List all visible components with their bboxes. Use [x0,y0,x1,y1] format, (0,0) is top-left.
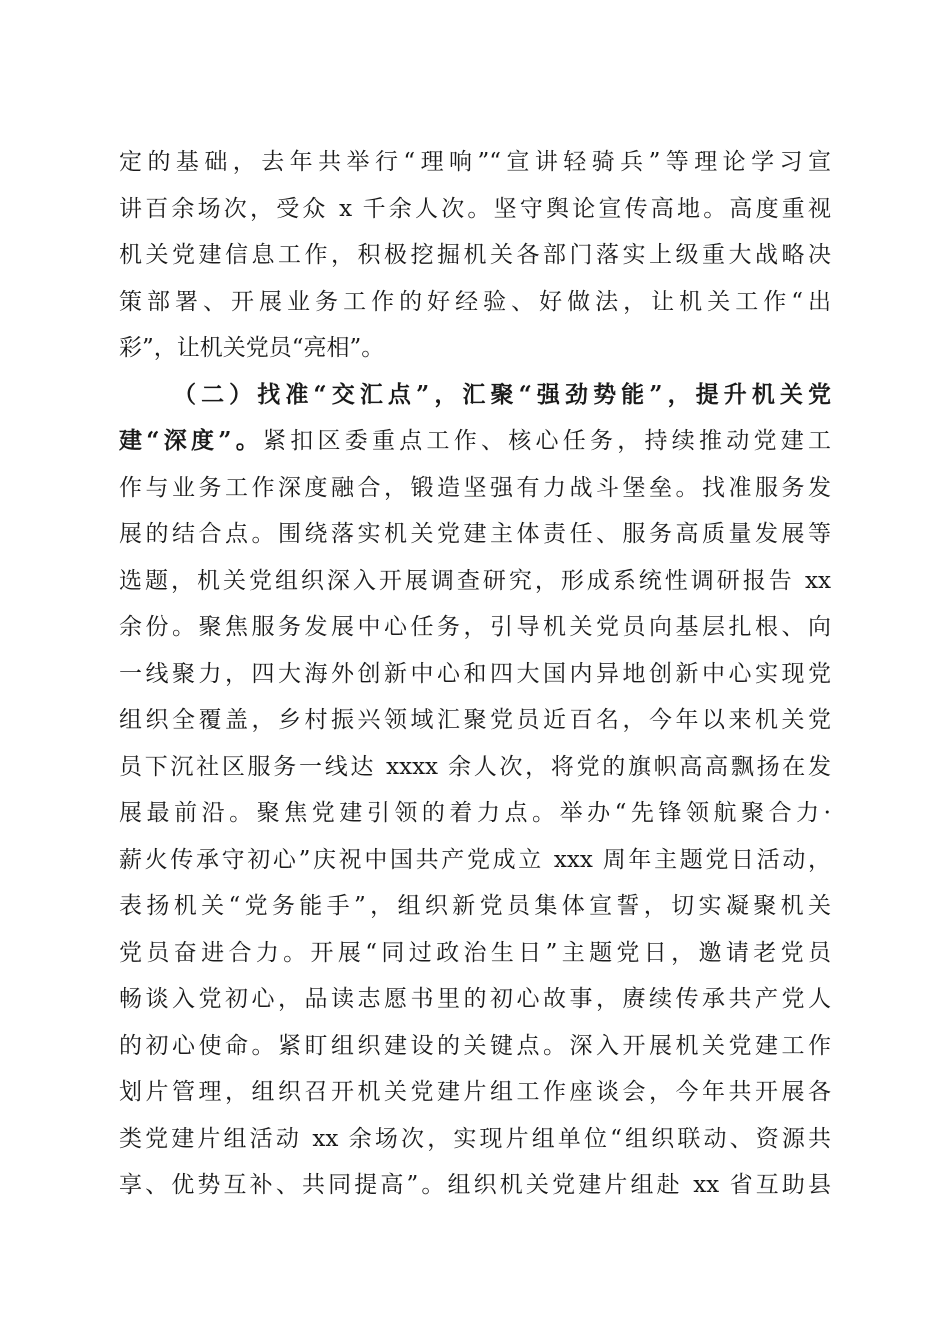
paragraph-line: 作与业务工作深度融合，锻造坚强有力战斗堡垒。找准服务发 [119,475,831,501]
paragraph-text: 紧扣区委重点工作、核心任务，持续推动党建工 [262,428,831,454]
paragraph-line: 一线聚力，四大海外创新中心和四大国内异地创新中心实现党 [119,661,831,687]
paragraph-line: 类党建片组活动 xx 余场次，实现片组单位“组织联动、资源共 [119,1126,831,1152]
paragraph-line: 员下沉社区服务一线达 xxxx 余人次，将党的旗帜高高飘扬在发 [119,754,831,780]
paragraph-line: 彩”，让机关党员“亮相”。 [119,335,385,361]
paragraph-line: 选题，机关党组织深入开展调查研究，形成系统性调研报告 xx [119,568,831,594]
paragraph-line: 表扬机关“党务能手”，组织新党员集体宣誓，切实凝聚机关 [119,893,831,919]
paragraph-line: 组织全覆盖，乡村振兴领域汇聚党员近百名，今年以来机关党 [119,707,831,733]
paragraph-line: 享、优势互补、共同提高”。组织机关党建片组赴 xx 省互助县 [119,1172,831,1198]
paragraph-line [119,426,831,456]
paragraph-line: 定的基础，去年共举行“理响”“宣讲轻骑兵”等理论学习宣 [119,149,831,175]
paragraph-line: 讲百余场次，受众 x 千余人次。坚守舆论宣传高地。高度重视 [119,196,831,222]
paragraph-line: 的初心使命。紧盯组织建设的关键点。深入开展机关党建工作 [119,1033,831,1059]
paragraph-line: 划片管理，组织召开机关党建片组工作座谈会，今年共开展各 [119,1079,831,1105]
section-heading-tail: 建“深度”。 [119,427,263,454]
paragraph-line: 展最前沿。聚焦党建引领的着力点。举办“先锋领航聚合力· [119,800,831,826]
paragraph-line: 机关党建信息工作，积极挖掘机关各部门落实上级重大战略决 [119,242,831,268]
section-heading: （二）找准“交汇点”，汇聚“强劲势能”，提升机关党 [173,381,831,408]
paragraph-line: 展的结合点。围绕落实机关党建主体责任、服务高质量发展等 [119,521,831,547]
paragraph-line: 薪火传承守初心”庆祝中国共产党成立 xxx 周年主题党日活动， [119,847,831,873]
paragraph-line: 策部署、开展业务工作的好经验、好做法，让机关工作“出 [119,289,831,315]
paragraph-line: 余份。聚焦服务发展中心任务，引导机关党员向基层扎根、向 [119,614,831,640]
paragraph-line: 畅谈入党初心，品读志愿书里的初心故事，赓续传承共产党人 [119,986,831,1012]
paragraph-line: 党员奋进合力。开展“同过政治生日”主题党日，邀请老党员 [119,940,831,966]
